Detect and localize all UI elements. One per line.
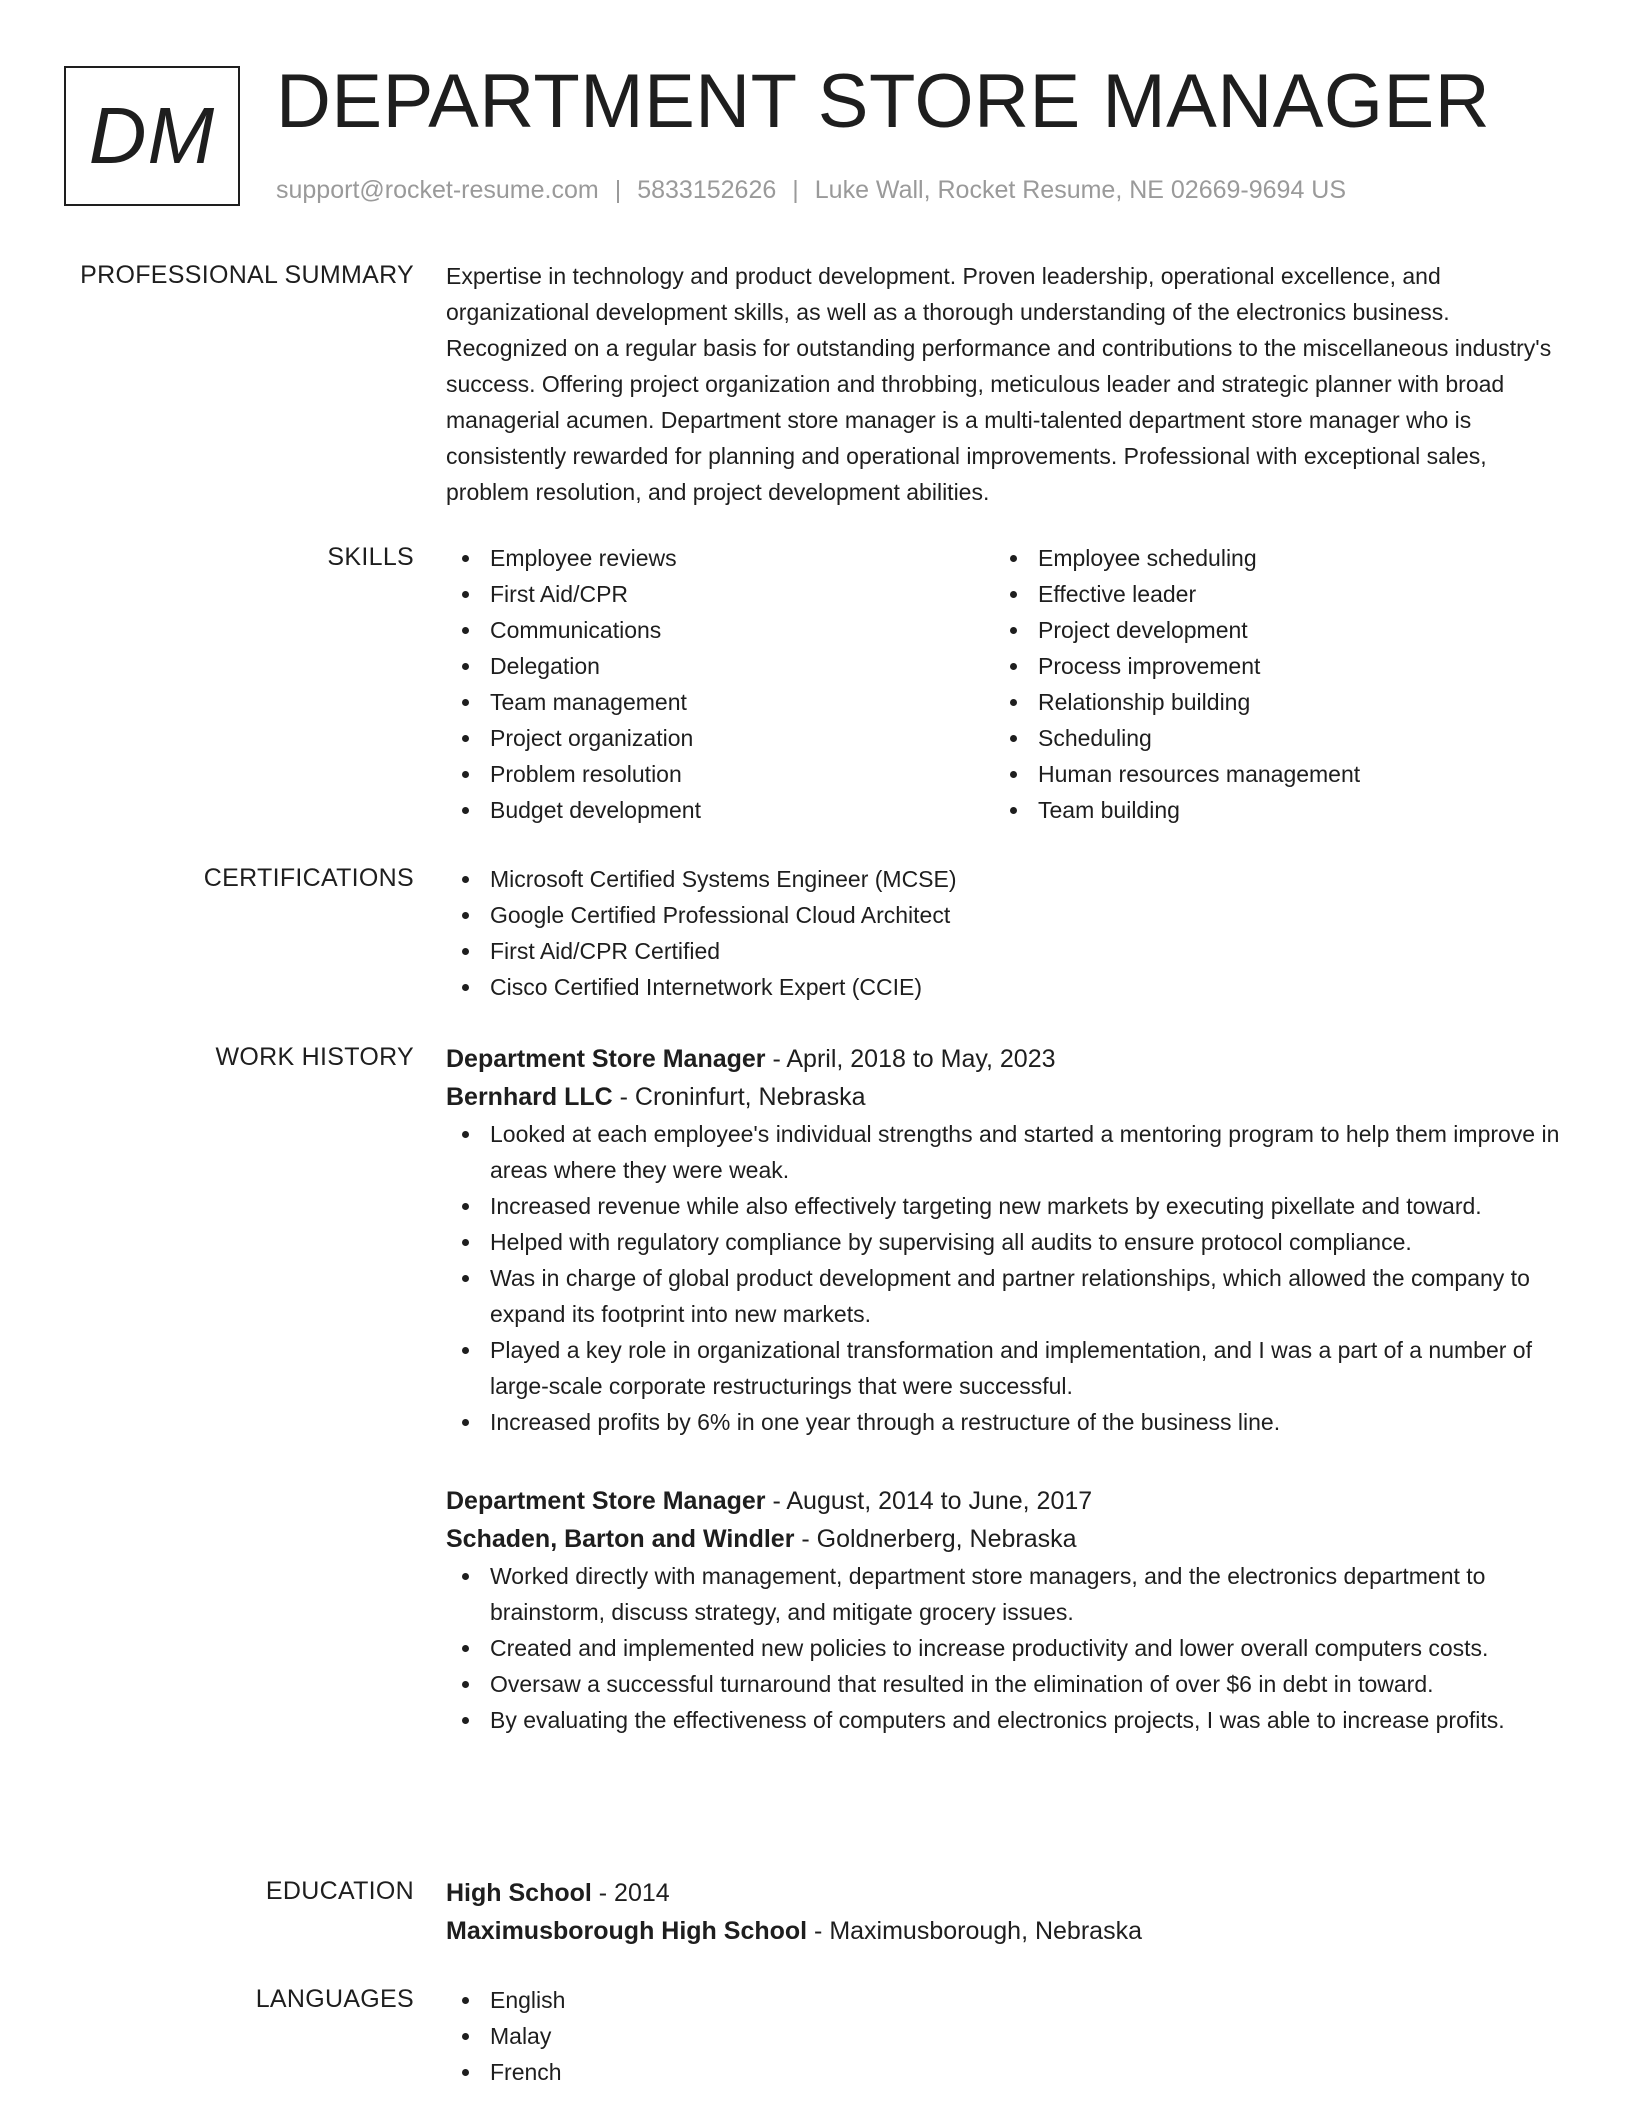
job-company: Schaden, Barton and Windler [446,1525,795,1553]
job-company-line [446,1520,1566,1558]
list-item: Team building [994,792,1542,828]
job-company: Bernhard LLC [446,1083,613,1111]
languages-heading: LANGUAGES [255,1985,414,2013]
list-item: Project development [994,612,1542,648]
skills-list-left [446,540,994,828]
list-item: Worked directly with management, department store managers, and the electronics department to brainstorm, discuss strategy, and mitigate grocery issues. [446,1558,1566,1630]
list-item: Helped with regulatory compliance by supervising all audits to ensure protocol compliance. [446,1224,1566,1260]
resume-name: DEPARTMENT STORE MANAGER [276,59,1491,144]
job-company-line [446,1078,1566,1116]
job-role: Department Store Manager [446,1487,766,1515]
job-location: - Croninfurt, Nebraska [612,1083,866,1111]
list-item: Team management [446,684,994,720]
list-item: Human resources management [994,756,1542,792]
list-item: Google Certified Professional Cloud Architect [446,897,1566,933]
certifications-heading: CERTIFICATIONS [203,864,414,892]
list-item: Was in charge of global product development and partner relationships, which allowed the company to expand its footprint into new markets. [446,1260,1566,1332]
job-dates: - August, 2014 to June, 2017 [765,1487,1093,1515]
job-bullets [446,1116,1566,1440]
list-item: Microsoft Certified Systems Engineer (MCSE) [446,861,1566,897]
list-item: First Aid/CPR [446,576,994,612]
education-year: - 2014 [591,1879,670,1907]
list-item: Increased revenue while also effectively targeting new markets by executing pixellate and toward. [446,1188,1566,1224]
list-item: Looked at each employee's individual strengths and started a mentoring program to help them improve in areas where they were weak. [446,1116,1566,1188]
job-title-line [446,1482,1566,1520]
job-role: Department Store Manager [446,1045,766,1073]
list-item: Budget development [446,792,994,828]
summary-text: Expertise in technology and product development. Proven leadership, operational excellence, and organizational development skills, as well as a thorough understanding of the electronics business. Recognized on a regular basis for outstanding performance and contributions to the miscellaneous industry's success. Offering project organization and throbbing, meticulous leader and strategic planner with broad managerial acumen. Department store manager is a multi-talented department store manager who is consistently rewarded for planning and operational improvements. Professional with exceptional sales, problem resolution, and project development abilities. [446,263,1552,505]
certifications-body [446,861,1566,1005]
education-school: Maximusborough High School [446,1917,808,1945]
list-item: Scheduling [994,720,1542,756]
languages-list [446,1982,1566,2090]
education-location: - Maximusborough, Nebraska [807,1917,1142,1945]
skills-heading: SKILLS [327,543,414,571]
job-entry [446,1482,1566,1738]
contact-phone[interactable]: 5833152626 [637,176,777,204]
job-location: - Goldnerberg, Nebraska [794,1525,1077,1553]
education-degree-line [446,1874,1566,1912]
list-item: By evaluating the effectiveness of computers and electronics projects, I was able to increase profits. [446,1702,1566,1738]
list-item: Delegation [446,648,994,684]
list-item: Played a key role in organizational transformation and implementation, and I was a part of a number of large-scale corporate restructurings that were successful. [446,1332,1566,1404]
list-item: Relationship building [994,684,1542,720]
work-body [446,1040,1566,1738]
contact-line [276,174,1346,206]
list-item: Problem resolution [446,756,994,792]
job-bullets [446,1558,1566,1738]
contact-address: Luke Wall, Rocket Resume, NE 02669-9694 US [814,176,1347,204]
skills-list-right [994,540,1542,828]
monogram-initials: DM [88,91,216,180]
list-item: Increased profits by 6% in one year through a restructure of the business line. [446,1404,1566,1440]
list-item: Malay [446,2018,1566,2054]
list-item: First Aid/CPR Certified [446,933,1566,969]
list-item: Oversaw a successful turnaround that resulted in the elimination of over $6 in debt in toward. [446,1666,1566,1702]
work-heading: WORK HISTORY [215,1043,414,1071]
education-degree: High School [446,1879,592,1907]
list-item: Created and implemented new policies to increase productivity and lower overall computers costs. [446,1630,1566,1666]
list-item: Employee scheduling [994,540,1542,576]
monogram-box [64,66,240,206]
list-item: Cisco Certified Internetwork Expert (CCIE) [446,969,1566,1005]
education-school-line [446,1912,1566,1950]
list-item: Project organization [446,720,994,756]
skills-body [446,540,1566,828]
education-body [446,1874,1566,1950]
list-item: Process improvement [994,648,1542,684]
contact-separator: | [614,176,622,204]
summary-heading: PROFESSIONAL SUMMARY [80,261,414,289]
certifications-list [446,861,1566,1005]
skills-columns [446,540,1566,828]
job-title-line [446,1040,1566,1078]
job-dates: - April, 2018 to May, 2023 [765,1045,1056,1073]
list-item: Employee reviews [446,540,994,576]
list-item: French [446,2054,1566,2090]
languages-body [446,1982,1566,2090]
list-item: Effective leader [994,576,1542,612]
job-entry [446,1040,1566,1440]
summary-body [446,258,1566,510]
education-heading: EDUCATION [265,1877,414,1905]
contact-separator: | [792,176,799,204]
list-item: English [446,1982,1566,2018]
list-item: Communications [446,612,994,648]
contact-email[interactable]: support@rocket-resume.com [276,176,599,204]
